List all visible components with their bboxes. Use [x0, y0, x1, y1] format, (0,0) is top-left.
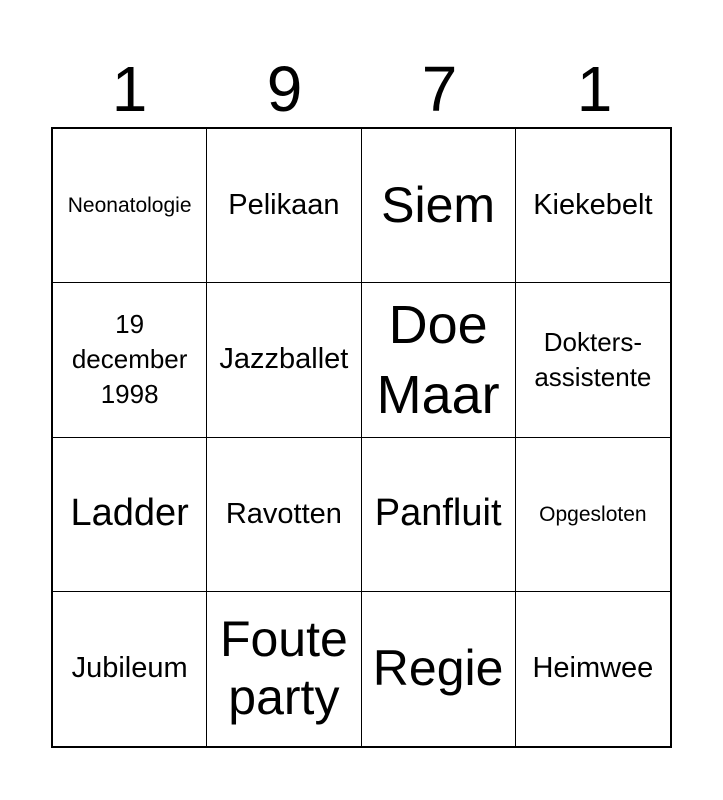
cell-label: Kiekebelt: [533, 189, 653, 222]
cell-label: Panfluit: [374, 492, 502, 535]
cell-label: Regie: [372, 640, 504, 697]
cell-label: Neonatologie: [67, 194, 192, 218]
cell-label: Dokters-assistente: [534, 326, 652, 392]
bingo-cell[interactable]: [207, 283, 361, 437]
bingo-cell[interactable]: [53, 438, 207, 592]
bingo-cell[interactable]: [516, 592, 670, 746]
cell-label: 19 december 1998: [71, 309, 188, 410]
header-letter-2: 9: [266, 53, 303, 125]
header-letter-1: 1: [111, 53, 148, 125]
cell-label: Siem: [381, 176, 496, 233]
cell-label: Jubileum: [71, 652, 188, 685]
bingo-header: [52, 50, 672, 128]
cell-label: Foute party: [219, 611, 348, 725]
bingo-cell[interactable]: [207, 129, 361, 283]
bingo-cell[interactable]: [362, 283, 516, 437]
cell-label: Doe Maar: [376, 294, 500, 425]
cell-label: Heimwee: [532, 652, 654, 685]
bingo-cell[interactable]: [53, 283, 207, 437]
cell-label: Ravotten: [225, 497, 342, 530]
bingo-cell[interactable]: [362, 129, 516, 283]
bingo-cell[interactable]: [53, 592, 207, 746]
header-letter-3: 7: [421, 53, 458, 125]
cell-label: Jazzballet: [219, 343, 349, 376]
cell-label: Pelikaan: [228, 189, 340, 222]
bingo-cell[interactable]: [362, 438, 516, 592]
bingo-cell[interactable]: [516, 438, 670, 592]
bingo-cell[interactable]: [516, 129, 670, 283]
bingo-grid: [51, 127, 672, 748]
bingo-cell[interactable]: [362, 592, 516, 746]
bingo-cell[interactable]: [207, 438, 361, 592]
bingo-cell[interactable]: [516, 283, 670, 437]
cell-label: Opgesloten: [539, 502, 647, 526]
bingo-cell[interactable]: [53, 129, 207, 283]
header-letter-4: 1: [576, 53, 613, 125]
cell-label: Ladder: [70, 492, 189, 535]
bingo-cell[interactable]: [207, 592, 361, 746]
